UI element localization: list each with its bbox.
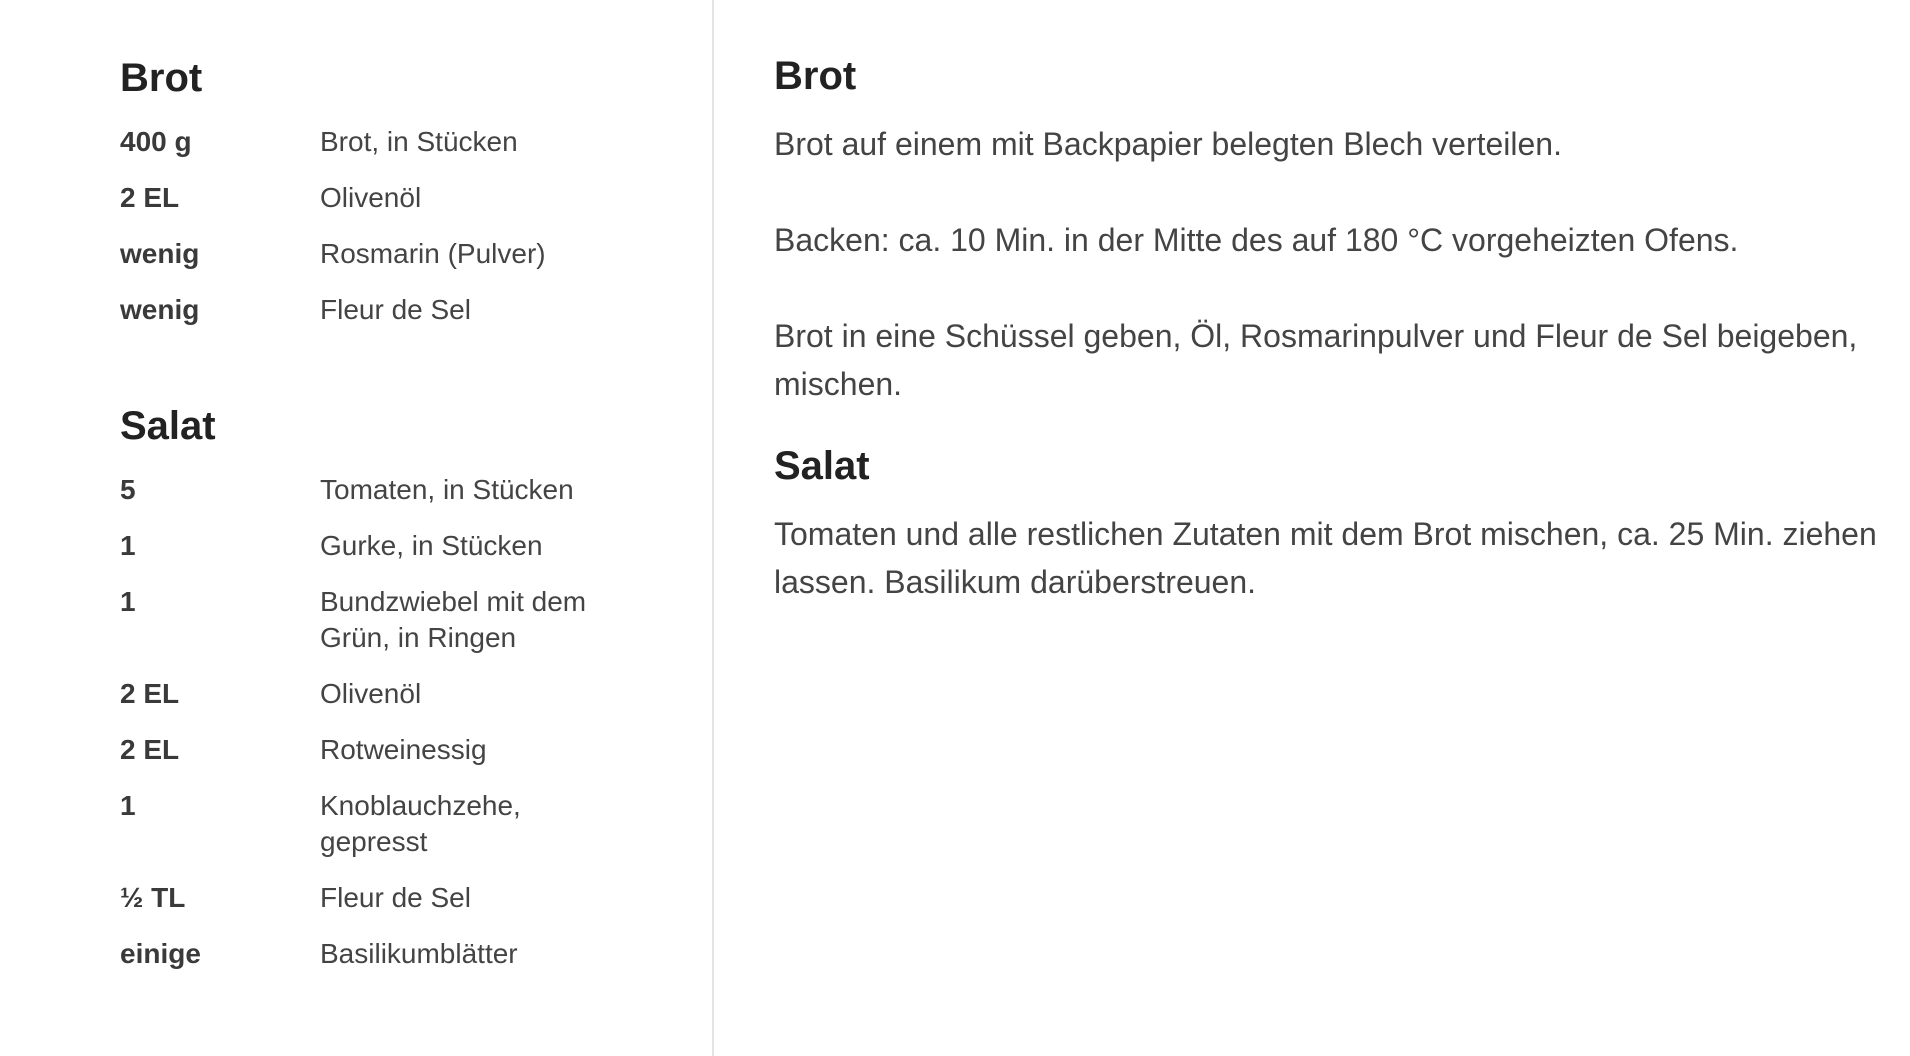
ingredient-name: Fleur de Sel: [320, 294, 471, 325]
ingredient-name: Tomaten, in Stücken: [320, 474, 574, 505]
ingredient-name: Olivenöl: [320, 182, 422, 213]
ingredient-quantity: 2 EL: [120, 182, 180, 213]
ingredient-name: Basilikumblätter: [320, 938, 518, 969]
ingredient-row: [120, 788, 640, 860]
step-paragraph: Tomaten und alle restlichen Zutaten mit dem Brot mischen, ca. 25 Min. ziehen lassen. Basilikum darüberstreuen.: [774, 516, 1877, 600]
step-paragraph: Brot in eine Schüssel geben, Öl, Rosmarinpulver und Fleur de Sel beigeben, mischen.: [774, 318, 1858, 402]
ingredient-group-title: Salat: [120, 404, 216, 448]
ingredient-quantity: 2 EL: [120, 734, 180, 765]
ingredient-quantity: 1: [120, 790, 136, 821]
ingredient-row: [120, 676, 640, 712]
ingredient-name: Rosmarin (Pulver): [320, 238, 546, 269]
ingredient-row: [120, 528, 640, 564]
step-group-title: Salat: [774, 444, 870, 488]
ingredient-group-title: Brot: [120, 56, 203, 100]
ingredient-quantity: 1: [120, 586, 136, 617]
ingredients-panel: [120, 52, 640, 1044]
ingredient-name: Rotweinessig: [320, 734, 487, 765]
ingredient-quantity: 400 g: [120, 126, 192, 157]
ingredient-quantity: 1: [120, 530, 136, 561]
column-divider: [712, 0, 714, 1056]
ingredient-row: [120, 732, 640, 768]
ingredient-row: [120, 936, 640, 972]
ingredient-group-salat: [120, 400, 640, 972]
preparation-panel: [774, 50, 1904, 638]
ingredient-name: Olivenöl: [320, 678, 422, 709]
step-group-brot: [774, 50, 1904, 408]
ingredient-row: [120, 292, 640, 328]
step-paragraph: Brot auf einem mit Backpapier belegten Blech verteilen.: [774, 126, 1562, 162]
step-group-salat: [774, 440, 1904, 606]
ingredient-quantity: 5: [120, 474, 136, 505]
ingredient-name: Fleur de Sel: [320, 882, 471, 913]
ingredient-row: [120, 180, 640, 216]
ingredient-quantity: einige: [120, 938, 201, 969]
step-group-title: Brot: [774, 54, 857, 98]
ingredient-group-brot: [120, 52, 640, 328]
ingredient-name: Brot, in Stücken: [320, 126, 518, 157]
ingredient-row: [120, 880, 640, 916]
ingredient-name: Bundzwiebel mit dem Grün, in Ringen: [320, 586, 587, 653]
ingredient-quantity: wenig: [120, 294, 200, 325]
ingredient-row: [120, 236, 640, 272]
ingredient-row: [120, 124, 640, 160]
ingredient-quantity: 2 EL: [120, 678, 180, 709]
ingredient-row: [120, 584, 640, 656]
ingredient-name: Gurke, in Stücken: [320, 530, 543, 561]
ingredient-name: Knoblauchzehe, gepresst: [320, 790, 521, 857]
ingredient-quantity: ½ TL: [120, 882, 186, 913]
ingredient-quantity: wenig: [120, 238, 200, 269]
step-paragraph: Backen: ca. 10 Min. in der Mitte des auf 180 °C vorgeheizten Ofens.: [774, 222, 1739, 258]
ingredient-row: [120, 472, 640, 508]
